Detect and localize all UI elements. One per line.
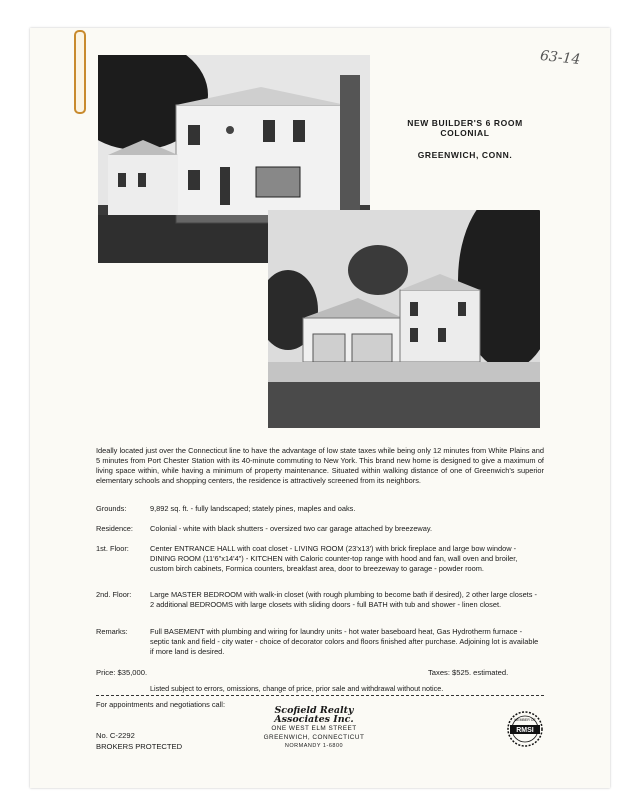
detail-label: Residence: [96, 524, 133, 533]
listing-headline [385, 118, 545, 172]
detail-text: Colonial - white with black shutters - oversized two car garage attached by breezeway. [150, 524, 433, 533]
detail-text: Large MASTER BEDROOM with walk-in closet (with rough plumbing to become bath if desired), 2 other large closets - 2 additional BEDROOMS with large closets with sliding doors - full BATH with tub and shower - linen closet. [150, 590, 537, 609]
detail-label: 1st. Floor: [96, 544, 129, 553]
dashed-divider [96, 695, 544, 696]
firm-street: ONE WEST ELM STREET [271, 725, 357, 732]
listing-description: Ideally located just over the Connecticut line to have the advantage of low state taxes while being only 12 minutes from White Plains and 5 minutes from Port Chester Station with its 40-minute commuting to New York. This brand new home is designed to give a maximum of living space within, while having a minimum of property maintenance. Situated within walking distance of one of Greenwich's superior elementary schools and shopping centers, the residence is attractively screened from its neighbors. [96, 446, 544, 485]
house-garage-photo [268, 210, 540, 428]
seal-label: RMSI [516, 727, 534, 734]
appointments-line: For appointments and negotiations call: [96, 700, 226, 709]
headline-title: NEW BUILDER'S 6 ROOM COLONIAL [407, 118, 523, 138]
disclaimer: Listed subject to errors, omissions, change of price, prior sale and withdrawal without notice. [150, 684, 444, 693]
detail-label: Remarks: [96, 627, 128, 636]
rmsi-seal-icon [506, 710, 544, 748]
detail-text: 9,892 sq. ft. - fully landscaped; stately pines, maples and oaks. [150, 504, 356, 513]
seal-top-label: MEMBER OF [514, 718, 536, 722]
firm-name-logo: Scofield Realty Associates Inc. [274, 705, 354, 725]
realty-firm-block [250, 706, 378, 751]
detail-label: 2nd. Floor: [96, 590, 132, 599]
paper-clip [74, 30, 86, 114]
firm-city: GREENWICH, CONNECTICUT [263, 734, 365, 741]
headline-location: GREENWICH, CONN. [417, 150, 513, 160]
detail-label: Grounds: [96, 504, 127, 513]
handwritten-annotation: 63-14 [539, 47, 582, 69]
firm-phone: NORMANDY 1-6800 [284, 743, 344, 749]
brokers-note: BROKERS PROTECTED [96, 742, 183, 751]
reference-number: No. C-2292 [96, 731, 135, 740]
detail-text: Center ENTRANCE HALL with coat closet - LIVING ROOM (23'x13') with brick fireplace and large bow window - DINING ROOM (11'6"x14'4") - KITCHEN with Caloric counter-top range with hood and fan, wall oven and broiler, custom birch cabinets, Formica counters, breakfast area, door to breezeway to garage - powder room. [150, 544, 518, 573]
detail-text: Full BASEMENT with plumbing and wiring for laundry units - hot water baseboard heat, Gas Hydrotherm furnace - septic tank and field - city water - choice of decorator colors and floors finished after purchase. Adjoining lot is available if more land is desired. [150, 627, 539, 656]
taxes: Taxes: $525. estimated. [428, 668, 509, 677]
reference-block [96, 730, 182, 752]
price: Price: $35,000. [96, 668, 148, 677]
